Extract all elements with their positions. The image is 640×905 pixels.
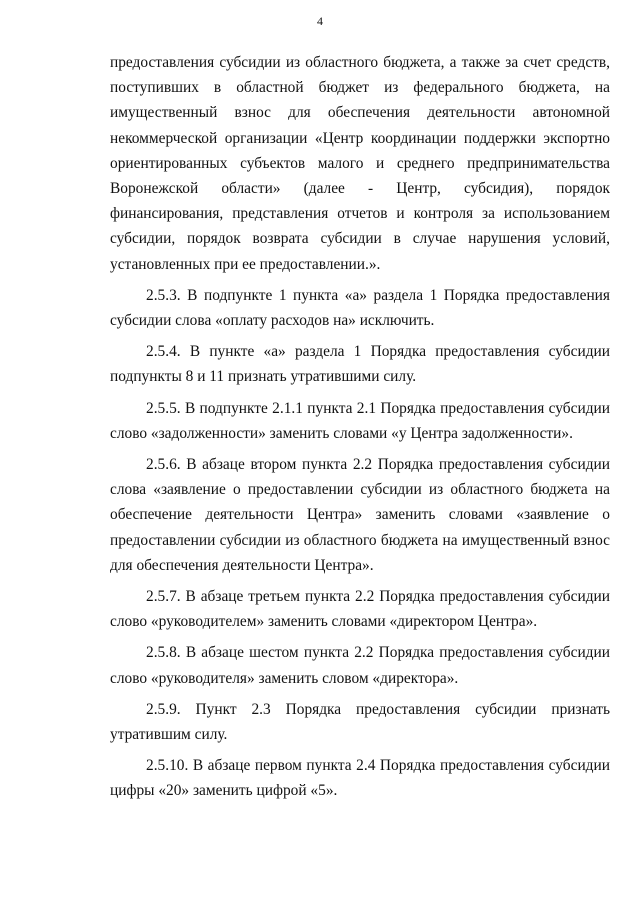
paragraph-2-5-8: 2.5.8. В абзаце шестом пункта 2.2 Порядка предоставления субсидии слово «руководителя» заменить словом «директора». <box>110 644 610 687</box>
paragraph-2-5-6: 2.5.6. В абзаце втором пункта 2.2 Порядка предоставления субсидии слова «заявление о предоставлении субсидии из областного бюджета на обеспечение деятельности Центра» заменить словами «заявление о предоставлении субсидии из областного бюджета на имущественный взнос для обеспечения деятельности Центра». <box>110 456 610 574</box>
paragraph-2-5-10: 2.5.10. В абзаце первом пункта 2.4 Порядка предоставления субсидии цифры «20» заменить цифрой «5». <box>110 757 610 800</box>
page-number: 4 <box>317 14 323 28</box>
paragraph-continuation: предоставления субсидии из областного бюджета, а также за счет средств, поступивших в областной бюджет из федерального бюджета, на имущественный взнос для обеспечения деятельности автономной некоммерческой организации «Центр координации поддержки экспортно ориентированных субъектов малого и среднего предпринимательства Воронежской области» (далее - Центр, субсидия), порядок финансирования, представления отчетов и контроля за использованием субсидии, порядок возврата субсидии в случае нарушения условий, установленных при ее предоставлении.». <box>110 54 610 273</box>
paragraph-2-5-9: 2.5.9. Пункт 2.3 Порядка предоставления субсидии признать утратившим силу. <box>110 700 610 744</box>
paragraph-2-5-4: 2.5.4. В пункте «а» раздела 1 Порядка предоставления субсидии подпункты 8 и 11 признать утратившими силу. <box>110 343 610 386</box>
paragraph-2-5-3: 2.5.3. В подпункте 1 пункта «а» раздела 1 Порядка предоставления субсидии слова «оплату расходов на» исключить. <box>110 286 610 330</box>
paragraph-2-5-5: 2.5.5. В подпункте 2.1.1 пункта 2.1 Порядка предоставления субсидии слово «задолженности» заменить словами «у Центра задолженности». <box>110 399 610 442</box>
document-body <box>110 50 610 810</box>
paragraph-2-5-7: 2.5.7. В абзаце третьем пункта 2.2 Порядка предоставления субсидии слово «руководителем» заменить словами «директором Центра». <box>110 588 610 631</box>
